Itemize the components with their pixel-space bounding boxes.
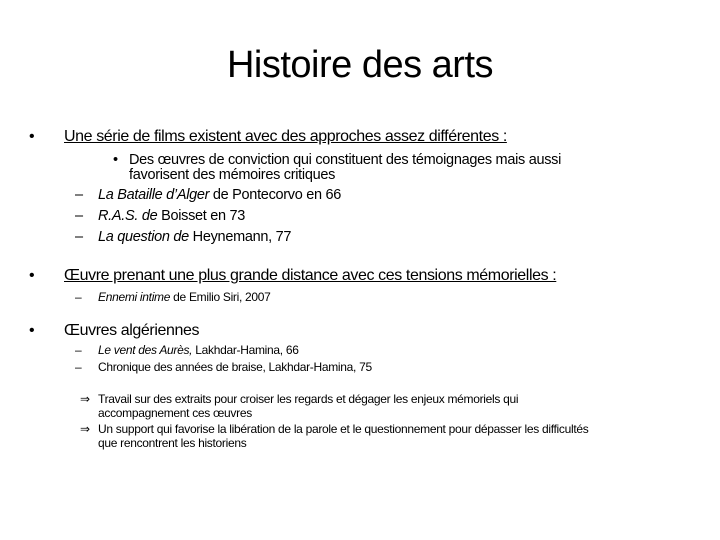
bullet-icon: •	[29, 322, 35, 339]
list-item	[98, 290, 271, 304]
film-title: La Bataille d’Alger	[98, 187, 210, 203]
list-item: Chronique des années de braise, Lakhdar-Hamina, 75	[98, 360, 372, 374]
list-item	[98, 229, 291, 245]
dash-icon: –	[75, 360, 82, 374]
film-info: Heynemann, 77	[188, 229, 292, 245]
film-info: Lakhdar-Hamina, 66	[192, 343, 299, 357]
conclusion-text: que rencontrent les historiens	[98, 436, 247, 450]
bullet-icon: •	[113, 152, 118, 168]
section-heading: Œuvres algériennes	[64, 322, 200, 339]
dash-icon: –	[75, 343, 82, 357]
dash-icon: –	[75, 229, 83, 245]
sub-bullet-text: favorisent des mémoires critiques	[129, 167, 336, 183]
conclusion-text: accompagnement ces œuvres	[98, 406, 252, 420]
film-title: La question de	[98, 229, 189, 245]
film-title: R.A.S. de	[98, 208, 158, 224]
film-title: Le vent des Aurès,	[98, 343, 193, 357]
section-heading: Œuvre prenant une plus grande distance avec ces tensions mémorielles :	[64, 267, 557, 284]
section-heading: Une série de films existent avec des approches assez différentes :	[64, 128, 507, 145]
conclusion-text: Un support qui favorise la libération de la parole et le questionnement pour dépasser les difficultés	[98, 422, 589, 436]
list-item	[98, 343, 299, 357]
bullet-icon: •	[29, 128, 35, 145]
list-item	[98, 208, 245, 224]
arrow-icon: ⇒	[80, 392, 90, 406]
dash-icon: –	[75, 187, 83, 203]
conclusion-text: Travail sur des extraits pour croiser les regards et dégager les enjeux mémoriels qui	[98, 392, 519, 406]
arrow-icon: ⇒	[80, 422, 90, 436]
bullet-icon: •	[29, 267, 35, 284]
film-info: de Pontecorvo en 66	[209, 187, 342, 203]
sub-bullet-text: Des œuvres de conviction qui constituent des témoignages mais aussi	[129, 152, 562, 168]
list-item	[98, 187, 341, 203]
film-info: Boisset en 73	[157, 208, 246, 224]
film-title: Ennemi intime	[98, 290, 171, 304]
film-info: de Emilio Siri, 2007	[170, 290, 271, 304]
dash-icon: –	[75, 290, 82, 304]
dash-icon: –	[75, 208, 83, 224]
slide-title: Histoire des arts	[226, 44, 494, 86]
